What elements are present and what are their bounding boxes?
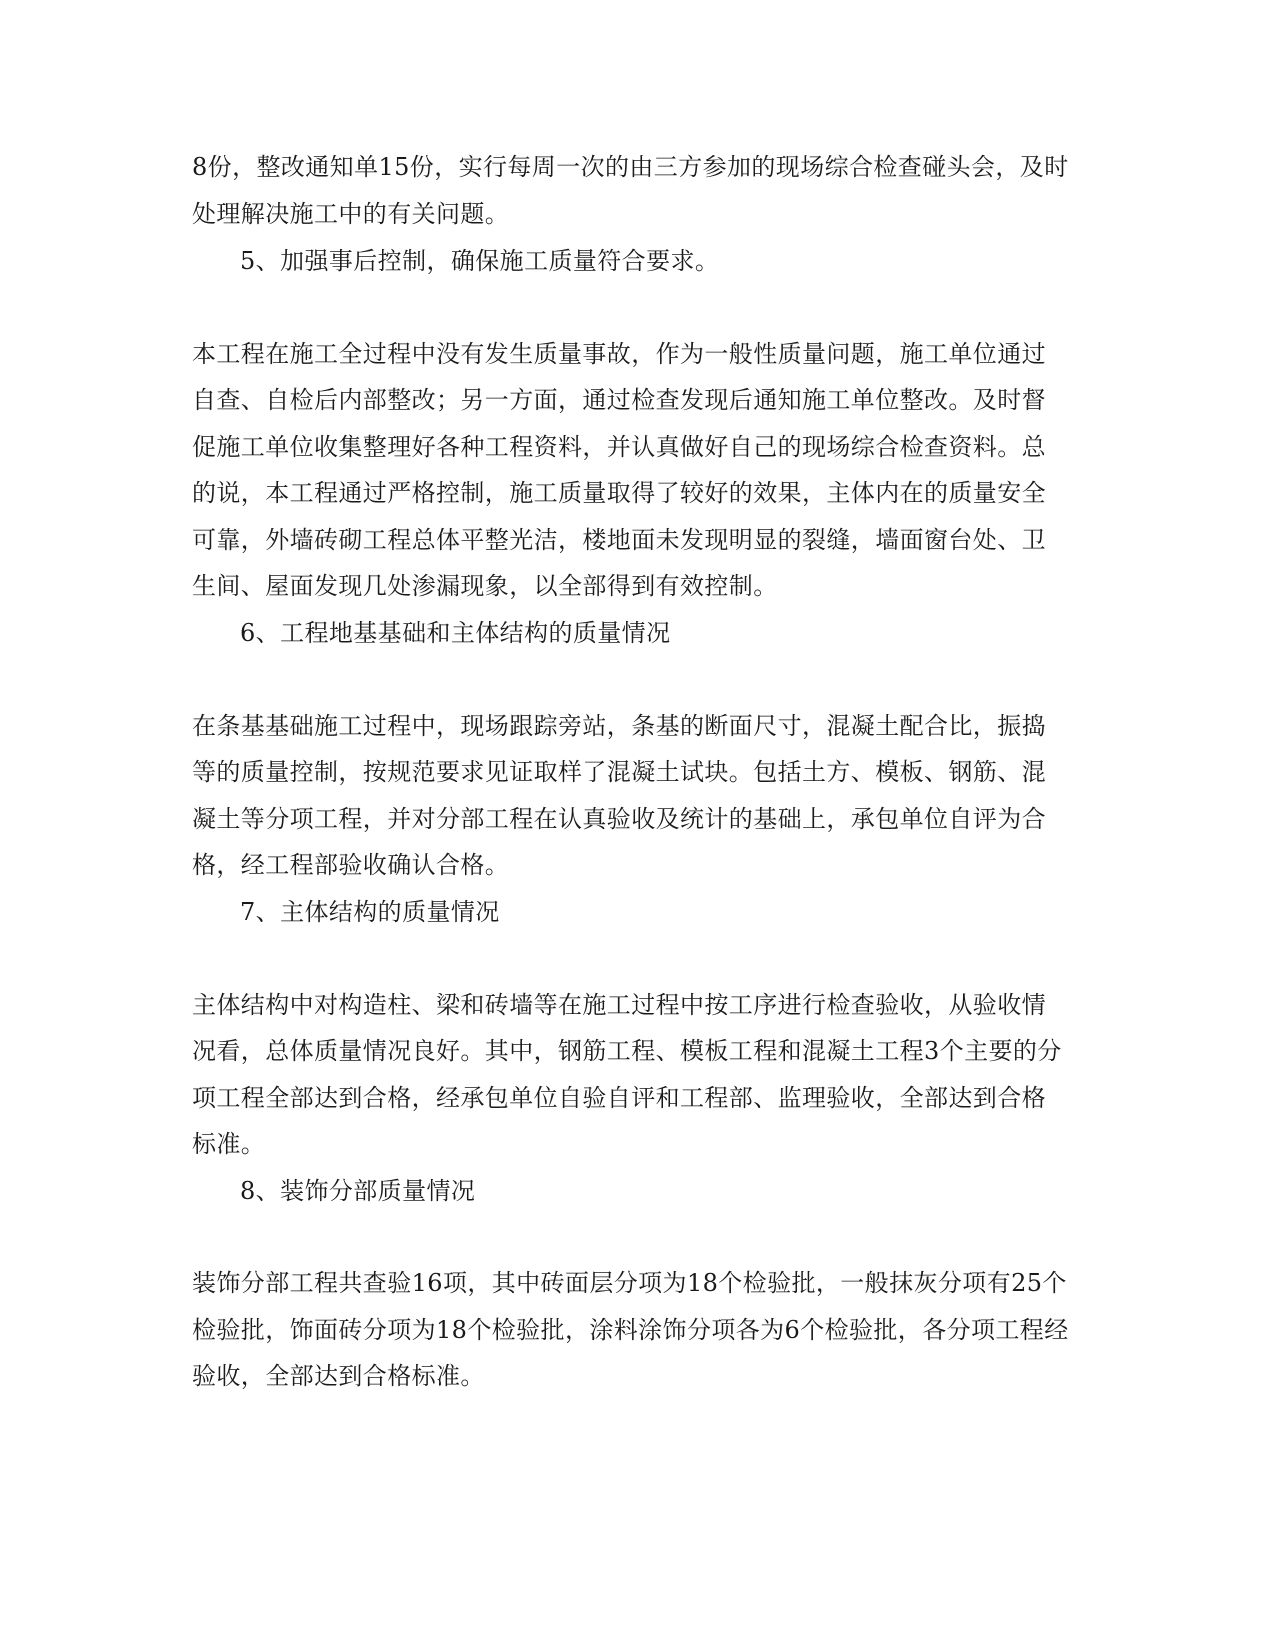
paragraph-line: 况看，总体质量情况良好。其中，钢筋工程、模板工程和混凝土工程3个主要的分 [192, 1037, 1062, 1065]
section-heading: 5、加强事后控制，确保施工质量符合要求。 [240, 247, 720, 275]
paragraph-line: 生间、屋面发现几处渗漏现象，以全部得到有效控制。 [192, 572, 778, 600]
paragraph-line: 8份，整改通知单15份，实行每周一次的由三方参加的现场综合检查碰头会，及时 [192, 153, 1069, 181]
paragraph-line: 验收，全部达到合格标准。 [192, 1362, 485, 1390]
paragraph-line: 装饰分部工程共查验16项，其中砖面层分项为18个检验批，一般抹灰分项有25个 [192, 1269, 1067, 1297]
paragraph-line: 在条基基础施工过程中，现场跟踪旁站，条基的断面尺寸，混凝土配合比，振捣 [192, 712, 1046, 740]
paragraph-line: 等的质量控制，按规范要求见证取样了混凝土试块。包括土方、模板、钢筋、混 [192, 758, 1046, 786]
paragraph-line: 的说，本工程通过严格控制，施工质量取得了较好的效果，主体内在的质量安全 [192, 479, 1046, 507]
paragraph-line: 主体结构中对构造柱、梁和砖墙等在施工过程中按工序进行检查验收，从验收情 [192, 991, 1046, 1019]
paragraph-line: 项工程全部达到合格，经承包单位自验自评和工程部、监理验收，全部达到合格 [192, 1084, 1046, 1112]
paragraph-line: 检验批，饰面砖分项为18个检验批，涂料涂饰分项各为6个检验批，各分项工程经 [192, 1316, 1069, 1344]
section-heading: 7、主体结构的质量情况 [240, 898, 500, 926]
section-heading: 6、工程地基基础和主体结构的质量情况 [240, 619, 671, 647]
paragraph-line: 格，经工程部验收确认合格。 [192, 851, 510, 879]
paragraph-line: 自查、自检后内部整改；另一方面，通过检查发现后通知施工单位整改。及时督 [192, 386, 1046, 414]
paragraph-line: 促施工单位收集整理好各种工程资料，并认真做好自己的现场综合检查资料。总 [192, 433, 1046, 461]
paragraph-line: 处理解决施工中的有关问题。 [192, 200, 510, 228]
paragraph-line: 标准。 [192, 1130, 266, 1158]
paragraph-line: 凝土等分项工程，并对分部工程在认真验收及统计的基础上，承包单位自评为合 [192, 805, 1046, 833]
paragraph-line: 可靠，外墙砖砌工程总体平整光洁，楼地面未发现明显的裂缝，墙面窗台处、卫 [192, 526, 1046, 554]
paragraph-line: 本工程在施工全过程中没有发生质量事故，作为一般性质量问题，施工单位通过 [192, 340, 1046, 368]
section-heading: 8、装饰分部质量情况 [240, 1177, 476, 1205]
